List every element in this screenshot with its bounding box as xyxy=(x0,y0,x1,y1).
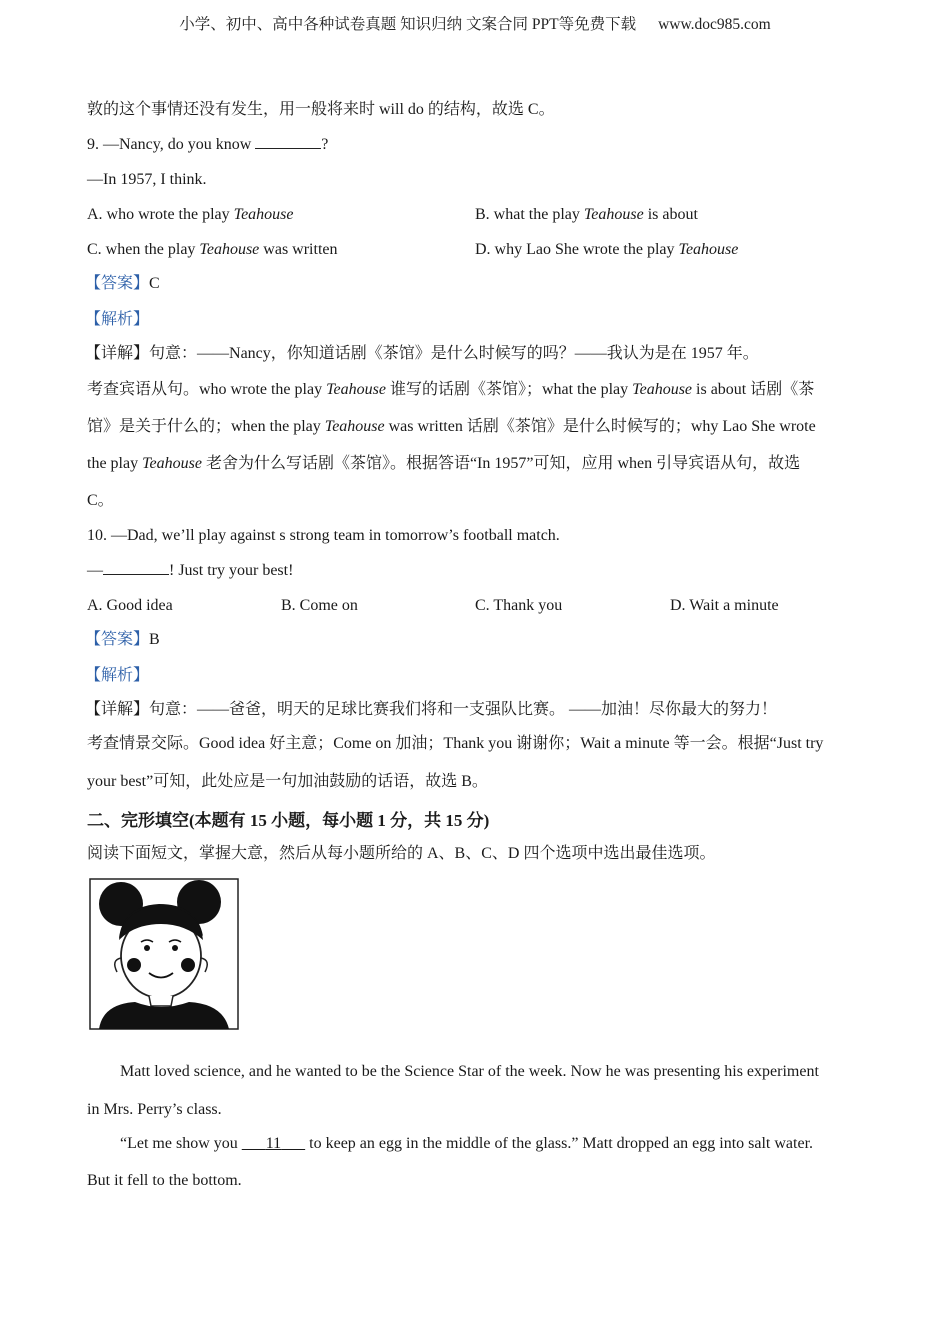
passage-line-2: in Mrs. Perry’s class. xyxy=(87,1101,222,1118)
q9-option-c: C. when the play Teahouse was written xyxy=(87,241,338,258)
passage-line-3: “Let me show you 11 to keep an egg in the middle of the glass.” Matt dropped an egg into salt water. xyxy=(120,1135,814,1152)
section-title: 二、完形填空(本题有 15 小题，每小题 1 分，共 15 分) xyxy=(87,811,490,830)
q10-option-b: B. Come on xyxy=(281,597,358,614)
q9-stem: 9. —Nancy, do you know ? xyxy=(87,136,329,153)
q9-reply: —In 1957, I think. xyxy=(87,171,207,188)
section-instruction: 阅读下面短文，掌握大意，然后从每小题所给的 A、B、C、D 四个选项中选出最佳选项。 xyxy=(87,845,716,862)
q9-explanation-2: 馆》是关于什么的；when the play Teahouse was written 话剧《茶馆》是什么时候写的；why Lao She wrote xyxy=(87,418,816,435)
q9-explanation-3: the play Teahouse 老舍为什么写话剧《茶馆》。根据答语“In 1957”可知，应用 when 引导宾语从句，故选 xyxy=(87,455,801,472)
q10-explanation-1: 考查情景交际。Good idea 好主意；Come on 加油；Thank you 谢谢你；Wait a minute 等一会。根据“Just try xyxy=(87,735,824,752)
header-site[interactable]: www.doc985.com xyxy=(658,16,771,33)
answer-tag: 【答案】 xyxy=(85,275,150,292)
q10-analysis xyxy=(85,665,149,687)
boy-illustration xyxy=(89,878,239,1030)
answer-tag: 【答案】 xyxy=(85,631,150,648)
q9-explanation-4: C。 xyxy=(87,492,114,509)
q10-detail: 【详解】句意：——爸爸，明天的足球比赛我们将和一支强队比赛。 ——加油！尽你最大的努力！ xyxy=(85,701,778,718)
q10-explanation-2: your best”可知，此处应是一句加油鼓励的话语，故选 B。 xyxy=(87,773,488,790)
q10-option-c: C. Thank you xyxy=(475,597,563,614)
passage-blank-11: 11 xyxy=(265,1135,282,1152)
q9-explanation-1: 考查宾语从句。who wrote the play Teahouse 谁写的话剧《茶馆》；what the play Teahouse is about 话剧《茶 xyxy=(87,381,815,398)
intro-line: 敦的这个事情还没有发生，用一般将来时 will do 的结构，故选 C。 xyxy=(87,101,555,118)
q10-option-d: D. Wait a minute xyxy=(670,597,779,614)
page-header xyxy=(0,12,950,34)
q9-option-b: B. what the play Teahouse is about xyxy=(475,206,698,223)
q9-option-d: D. why Lao She wrote the play Teahouse xyxy=(475,241,739,258)
header-text: 小学、初中、高中各种试卷真题 知识归纳 文案合同 PPT等免费下载 xyxy=(179,16,637,33)
q10-reply: — ! Just try your best! xyxy=(87,562,294,579)
q10-blank xyxy=(103,560,169,575)
q9-answer: 【答案】C xyxy=(85,275,160,292)
passage-line-4: But it fell to the bottom. xyxy=(87,1172,242,1189)
analysis-tag: 【解析】 xyxy=(85,311,150,328)
analysis-tag: 【解析】 xyxy=(85,667,150,684)
q9-detail: 【详解】句意：——Nancy，你知道话剧《茶馆》是什么时候写的吗？——我认为是在 1957 年。 xyxy=(85,345,759,362)
q10-option-a: A. Good idea xyxy=(87,597,173,614)
passage-line-1: Matt loved science, and he wanted to be the Science Star of the week. Now he was presenting his experiment xyxy=(120,1063,819,1080)
q10-stem: 10. —Dad, we’ll play against s strong team in tomorrow’s football match. xyxy=(87,527,560,544)
q9-analysis xyxy=(85,309,149,331)
q10-answer: 【答案】B xyxy=(85,631,160,648)
q9-blank xyxy=(255,134,321,149)
q9-option-a: A. who wrote the play Teahouse xyxy=(87,206,294,223)
